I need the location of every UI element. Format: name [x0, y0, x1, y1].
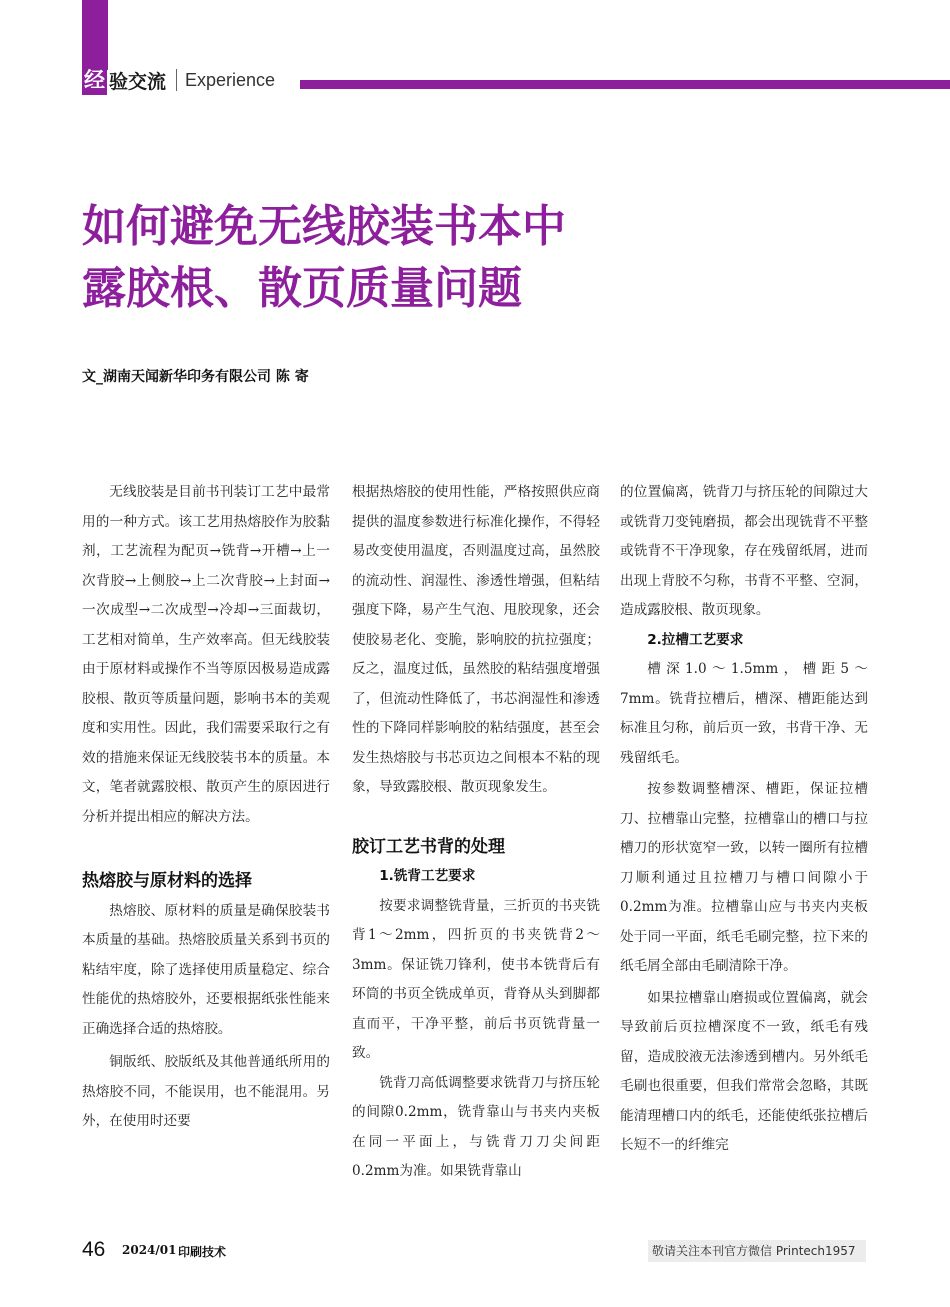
notching-paragraph-2: 按参数调整槽深、槽距，保证拉槽刀、拉槽靠山完整，拉槽靠山的槽口与拉槽刀的形状宽窄一致，以转一圈所有拉槽刀顺利通过且拉槽刀与槽口间隙小于0.2mm为准。拉槽靠山应与书夹内夹板处于同一平面，纸毛毛刷完整，拉下来的纸毛屑全部由毛刷清除干净。: [620, 781, 868, 974]
wechat-notice: 敬请关注本刊官方微信 Printech1957: [648, 1240, 866, 1262]
text-column-1: [82, 478, 330, 1137]
section-header: [82, 64, 275, 96]
article-title-line-2: 露胶根、散页质量问题: [82, 263, 522, 314]
milling-paragraph-2-continued: 的位置偏离，铣背刀与挤压轮的间隙过大或铣背刀变钝磨损，都会出现铣背不平整或铣背不干净现象，存在残留纸屑，进而出现上背胶不匀称，书背不平整、空洞，造成露胶根、散页现象。: [620, 484, 868, 618]
article-title-line-1: 如何避免无线胶装书本中: [82, 201, 566, 252]
article-byline: 文_湖南天闻新华印务有限公司 陈 寄: [82, 369, 309, 385]
section-label-english: Experience: [185, 69, 276, 90]
intro-paragraph: 无线胶装是目前书刊装订工艺中最常用的一种方式。该工艺用热熔胶作为胶黏剂，工艺流程为配页→铣背→开槽→上一次背胶→上侧胶→上二次背胶→上封面→一次成型→二次成型→冷却→三面裁切，工艺相对简单，生产效率高。但无线胶装由于原材料或操作不当等原因极易造成露胶根、散页等质量问题，影响书本的美观度和实用性。因此，我们需要采取行之有效的措施来保证无线胶装书本的质量。本文，笔者就露胶根、散页产生的原因进行分析并提出相应的解决方法。: [82, 484, 330, 825]
section-heading-materials: 热熔胶与原材料的选择: [82, 871, 252, 891]
materials-paragraph-1: 热熔胶、原材料的质量是确保胶装书本质量的基础。热熔胶质量关系到书页的粘结牢度，除了选择使用质量稳定、综合性能优的热熔胶外，还要根据纸张性能来正确选择合适的热熔胶。: [82, 902, 330, 1037]
section-tab-block: [82, 0, 108, 70]
materials-paragraph-2-continued: 根据热熔胶的使用性能，严格按照供应商提供的温度参数进行标准化操作，不得轻易改变使用温度，否则温度过高，虽然胶的流动性、润湿性、渗透性增强，但粘结强度下降，易产生气泡、甩胶现象，还会使胶易老化、变脆，影响胶的抗拉强度；反之，温度过低，虽然胶的粘结强度增强了，但流动性降低了，书芯润湿性和渗透性的下降同样影响胶的粘结强度，甚至会发生热熔胶与书芯页边之间根本不粘的现象，导致露胶根、散页现象发生。: [352, 484, 600, 795]
notching-paragraph-1: 槽深1.0～1.5mm，槽距5～7mm。铣背拉槽后，槽深、槽距能达到标准且匀称，前后页一致，书背干净、无残留纸毛。: [620, 661, 868, 766]
milling-paragraph-1: 按要求调整铣背量，三折页的书夹铣背1～2mm，四折页的书夹铣背2～3mm。保证铣刀锋利，使书本铣背后有环筒的书页全铣成单页，背脊从头到脚都直而平，干净平整，前后书页铣背量一致。: [352, 897, 600, 1061]
section-heading-spine: 胶订工艺书背的处理: [352, 836, 505, 857]
article-title: [82, 196, 566, 320]
notching-paragraph-3: 如果拉槽靠山磨损或位置偏离，就会导致前后页拉槽深度不一致，纸毛有残留，造成胶液无法渗透到槽内。另外纸毛毛刷也很重要，但我们常常会忽略，其既能清理槽口内的纸毛，还能使纸张拉槽后长短不一的纤维完: [620, 989, 868, 1153]
text-column-2: [352, 478, 600, 1187]
section-label: 验交流: [109, 70, 167, 93]
page-number: 46: [82, 1238, 106, 1261]
text-column-3: [620, 478, 868, 1161]
milling-paragraph-2: 铣背刀高低调整要求铣背刀与挤压轮的间隙0.2mm，铣背靠山与书夹内夹板在同一平面上，与铣背刀刀尖间距0.2mm为准。如果铣背靠山: [352, 1074, 600, 1179]
journal-name: 印刷技术: [178, 1245, 227, 1259]
header-accent-bar: [300, 80, 950, 89]
materials-paragraph-2: 铜版纸、胶版纸及其他普通纸所用的热熔胶不同，不能误用，也不能混用。另外，在使用时还要: [82, 1054, 330, 1129]
issue-date: 2024/01: [122, 1243, 177, 1257]
subheading-milling: 1.铣背工艺要求: [379, 868, 476, 884]
section-divider: [176, 69, 177, 91]
section-label-first-char: 经: [82, 65, 107, 95]
subheading-notching: 2.拉槽工艺要求: [647, 631, 744, 648]
